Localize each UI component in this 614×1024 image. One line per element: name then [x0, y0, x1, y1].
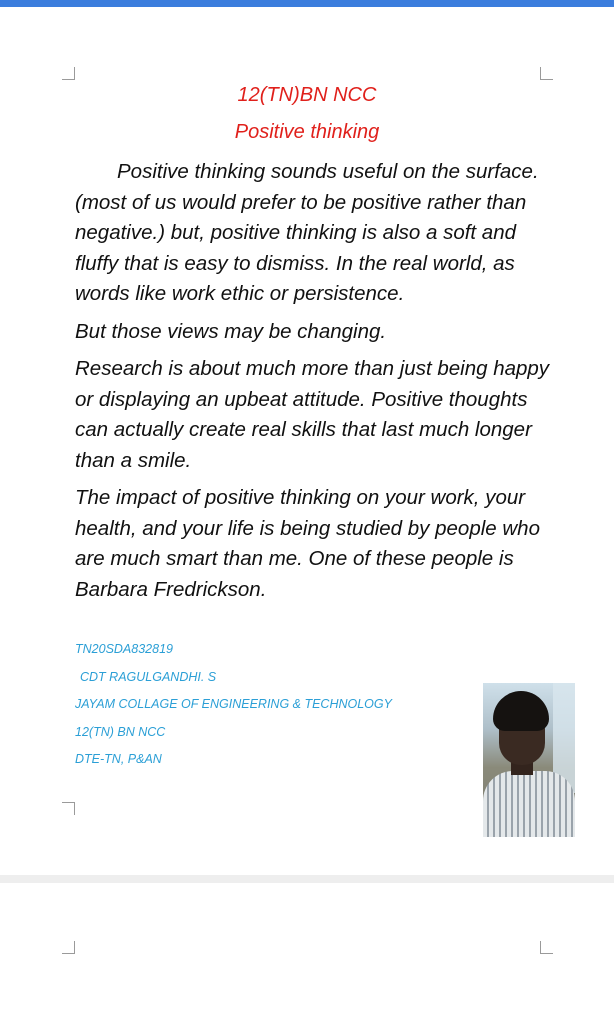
cadet-photo: [483, 683, 575, 837]
paragraph-4: The impact of positive thinking on your work, your health, and your life is being studied by people who are much smart than me. One of these people is Barbara Fredrickson.: [75, 486, 540, 601]
document-page-2: [0, 883, 614, 1024]
unit-name: 12(TN) BN NCC: [75, 724, 166, 739]
page-margin-corner-bottom-left: [62, 802, 75, 815]
cadet-id: TN20SDA832819: [75, 642, 173, 656]
body-text: [75, 157, 555, 612]
signature-block: [75, 640, 392, 778]
paragraph-2: But those views may be changing.: [75, 319, 387, 343]
page-margin-corner-top-right: [540, 67, 553, 80]
directorate-name: DTE-TN, P&AN: [75, 752, 162, 766]
heading-unit: 12(TN)BN NCC: [237, 84, 377, 106]
page2-margin-corner-left: [62, 941, 75, 954]
cadet-name: CDT RAGULGANDHI. S: [80, 669, 217, 684]
paragraph-3: Research is about much more than just being happy or displaying an upbeat attitude. Positive thoughts can actually create real skills that last much longer than a smile.: [75, 357, 550, 472]
paragraph-1: Positive thinking sounds useful on the surface. (most of us would prefer to be positive rather than negative.) but, positive thinking is also a soft and fluffy that is easy to dismiss. In the real world, as words like work ethic or persistence.: [75, 160, 539, 305]
page2-margin-corner-right: [540, 941, 553, 954]
app-top-bar: [0, 0, 614, 7]
heading-title: Positive thinking: [234, 121, 380, 143]
college-name: JAYAM COLLAGE OF ENGINEERING & TECHNOLOGY: [75, 697, 392, 711]
page-separator: [0, 875, 614, 883]
document-page-1: [0, 7, 614, 875]
page-margin-corner-top-left: [62, 67, 75, 80]
